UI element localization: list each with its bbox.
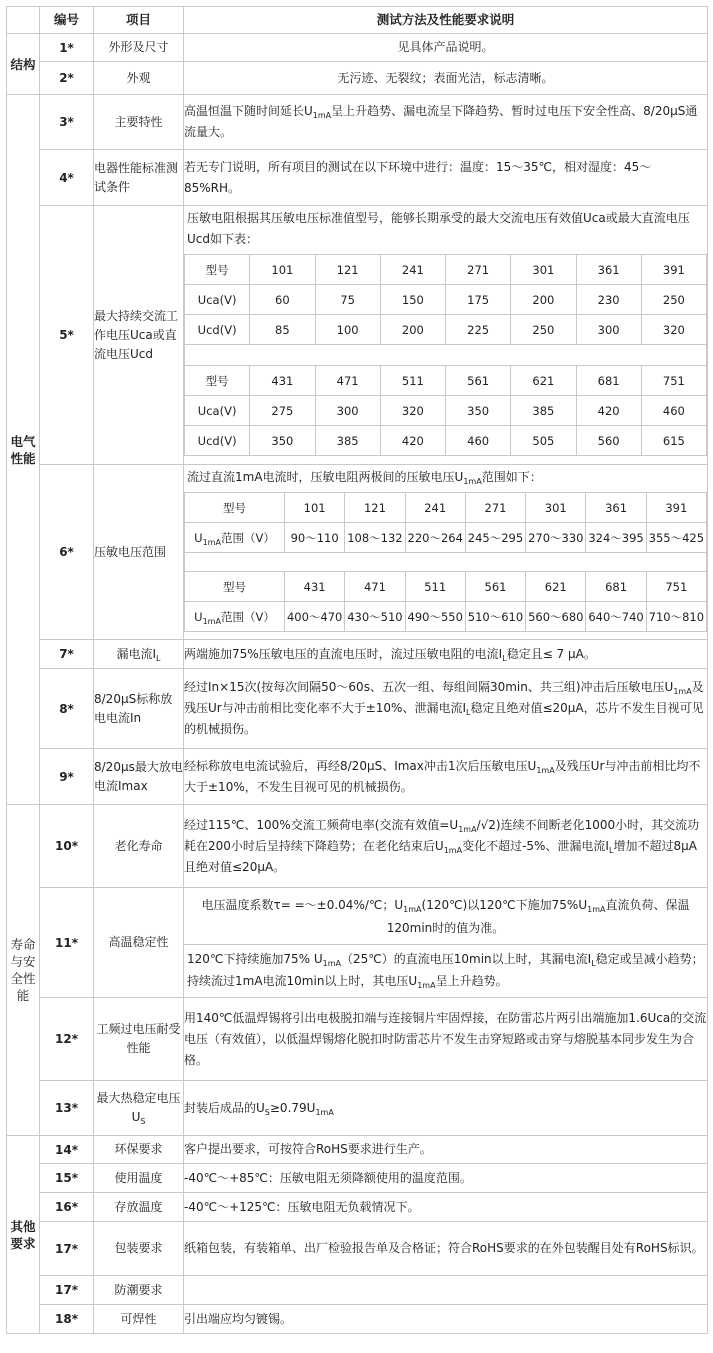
table-row (7, 669, 708, 749)
table-cell: 640～740 (586, 602, 646, 632)
table-cell: 230 (576, 285, 641, 315)
row-desc: 见具体产品说明。 (184, 34, 708, 62)
table-cell: 220～264 (405, 523, 465, 553)
table-row (7, 1164, 708, 1193)
table-cell: 615 (641, 426, 706, 456)
table-cell: 250 (641, 285, 706, 315)
table-cell: 490～550 (405, 602, 465, 632)
table-cell: 200 (380, 315, 445, 345)
table-cell: 621 (526, 572, 586, 602)
table-cell: 385 (315, 426, 380, 456)
table-cell: 270～330 (526, 523, 586, 553)
table-row (7, 1222, 708, 1276)
table-cell: 型号 (185, 255, 250, 285)
table-row (7, 62, 708, 95)
table-row (7, 1193, 708, 1222)
row-num: 18* (40, 1305, 94, 1334)
table-cell: 621 (511, 366, 576, 396)
row-num: 14* (40, 1136, 94, 1164)
row-num: 17* (40, 1222, 94, 1276)
row-item: 电器性能标准测试条件 (94, 150, 184, 206)
table-cell: 250 (511, 315, 576, 345)
table-cell: 561 (446, 366, 511, 396)
table-cell: Ucd(V) (185, 426, 250, 456)
table-cell: 431 (285, 572, 345, 602)
row-item: 环保要求 (94, 1136, 184, 1164)
row-item: 最大热稳定电压$U_S$ (94, 1081, 184, 1136)
range-table-b (184, 571, 707, 632)
table-row (7, 1305, 708, 1334)
table-cell: 101 (250, 255, 315, 285)
row-desc: 经标称放电电流试验后，再经8/20μS、Imax冲击1次后压敏电压$U_{1mA}$及残压Ur与冲击前相比均不大于±10%，不发生目视可见的机械损伤。 (184, 749, 708, 805)
table-cell: 108～132 (345, 523, 405, 553)
table-cell: 471 (315, 366, 380, 396)
row-num: 17* (40, 1276, 94, 1305)
table-row (7, 998, 708, 1081)
table-cell: 510～610 (465, 602, 525, 632)
table-cell: 460 (641, 396, 706, 426)
row-item: 外形及尺寸 (94, 34, 184, 62)
voltage-table-b (184, 365, 707, 456)
table-cell: 710～810 (646, 602, 706, 632)
table-cell: 320 (380, 396, 445, 426)
header-category (7, 7, 40, 34)
table-cell: 175 (446, 285, 511, 315)
row-num: 7* (40, 640, 94, 669)
table-cell: 324～395 (586, 523, 646, 553)
table-cell: 561 (465, 572, 525, 602)
row-desc-text: 压敏电阻根据其压敏电压标准值型号，能够长期承受的最大交流电压有效值Uca或最大直流电压Ucd如下表： (187, 211, 690, 246)
row-desc: 若无专门说明，所有项目的测试在以下环境中进行：温度：15～35℃，相对湿度：45～85%RH。 (184, 150, 708, 206)
row-desc (184, 206, 708, 465)
table-row (7, 1276, 708, 1305)
table-cell: Ucd(V) (185, 315, 250, 345)
category-life: 寿命与安全性能 (7, 805, 40, 1136)
table-cell: 361 (586, 493, 646, 523)
row-item: 包装要求 (94, 1222, 184, 1276)
header-row (7, 7, 708, 34)
table-cell: 751 (646, 572, 706, 602)
table-cell: 751 (641, 366, 706, 396)
table-cell: 301 (526, 493, 586, 523)
row-desc: 用140℃低温焊锡将引出电极脱扣端与连接铜片牢固焊接，在防雷芯片两引出端施加1.6Uca的交流电压（有效值），以低温焊锡熔化脱扣时防雷芯片不发生击穿短路或击穿与熔脱基本同步发生为合格。 (184, 998, 708, 1081)
table-row (7, 1136, 708, 1164)
table-row (7, 150, 708, 206)
table-cell: 391 (641, 255, 706, 285)
table-cell: 350 (250, 426, 315, 456)
row-desc: -40℃～+85℃：压敏电阻无须降额使用的温度范围。 (184, 1164, 708, 1193)
row-item: 防潮要求 (94, 1276, 184, 1305)
table-cell: 型号 (185, 572, 285, 602)
row-num: 3* (40, 95, 94, 150)
table-cell: 511 (405, 572, 465, 602)
row-num: 4* (40, 150, 94, 206)
table-cell: 460 (446, 426, 511, 456)
table-gap (184, 553, 707, 571)
row-item: 最大持续交流工作电压Uca或直流电压Ucd (94, 206, 184, 465)
table-cell: 200 (511, 285, 576, 315)
table-row (7, 95, 708, 150)
category-structure: 结构 (7, 34, 40, 95)
table-cell: 430～510 (345, 602, 405, 632)
table-cell: 150 (380, 285, 445, 315)
row-desc: 客户提出要求，可按符合RoHS要求进行生产。 (184, 1136, 708, 1164)
row-desc: 高温恒温下随时间延长$U_{1mA}$呈上升趋势、漏电流呈下降趋势、暂时过电压下安全性高、8/20μS通流量大。 (184, 95, 708, 150)
table-cell: 300 (576, 315, 641, 345)
row-desc: 经过115℃、100%交流工频荷电率(交流有效值$=U_{1mA}/√2$)连续不间断老化1000小时，其交流功耗在200小时后呈持续下降趋势；在老化结束后$U_{1mA}$变化不超过-5%、泄漏电流$I_L$增加不超过8μA且绝对值≤20μA。 (184, 805, 708, 888)
row-item: 漏电流$I_L$ (94, 640, 184, 669)
table-cell: 560 (576, 426, 641, 456)
table-cell: 681 (576, 366, 641, 396)
row-desc (184, 1276, 708, 1305)
row-item: 存放温度 (94, 1193, 184, 1222)
table-cell: 225 (446, 315, 511, 345)
table-cell: 121 (345, 493, 405, 523)
row-item: 8/20μs最大放电电流Imax (94, 749, 184, 805)
voltage-table-a (184, 254, 707, 345)
table-row (7, 749, 708, 805)
row-num: 9* (40, 749, 94, 805)
table-cell: $U_{1mA}$范围（V） (185, 523, 285, 553)
table-cell: 355～425 (646, 523, 706, 553)
row-desc: 封装后成品的$U_S\ge 0.79U_{1mA}$ (184, 1081, 708, 1136)
row-num: 11* (40, 888, 94, 998)
table-cell: Uca(V) (185, 285, 250, 315)
table-cell: 60 (250, 285, 315, 315)
table-cell: 85 (250, 315, 315, 345)
table-cell: 90～110 (285, 523, 345, 553)
row-desc (184, 465, 708, 640)
header-desc: 测试方法及性能要求说明 (184, 7, 708, 34)
table-row (7, 888, 708, 998)
table-cell: 471 (345, 572, 405, 602)
row-num: 13* (40, 1081, 94, 1136)
row-desc-part2: 120℃下持续施加75% $U_{1mA}(25℃)$的直流电压10min以上时，其漏电流$I_L$稳定或呈减小趋势；持续流过1mA电流10min以上时，其电压$U_{1mA}$呈上升趋势。 (187, 951, 704, 990)
row-item: 可焊性 (94, 1305, 184, 1334)
table-cell: 271 (446, 255, 511, 285)
table-cell: 681 (586, 572, 646, 602)
spec-table (6, 6, 708, 1334)
table-cell: 560～680 (526, 602, 586, 632)
table-cell: 350 (446, 396, 511, 426)
table-cell: 型号 (185, 493, 285, 523)
table-cell: 100 (315, 315, 380, 345)
category-electrical: 电气性能 (7, 95, 40, 805)
table-row (7, 34, 708, 62)
row-item: 工频过电压耐受性能 (94, 998, 184, 1081)
row-desc: 两端施加75%压敏电压的直流电压时，流过压敏电阻的电流$I_L$稳定且≤ 7 μA。 (184, 640, 708, 669)
table-cell: 271 (465, 493, 525, 523)
row-num: 1* (40, 34, 94, 62)
row-num: 6* (40, 465, 94, 640)
table-cell: 275 (250, 396, 315, 426)
row-item: 8/20μS标称放电电流In (94, 669, 184, 749)
table-cell: 型号 (185, 366, 250, 396)
table-row (7, 206, 708, 465)
table-row (7, 805, 708, 888)
row-num: 12* (40, 998, 94, 1081)
table-gap (184, 345, 707, 365)
range-table-a (184, 492, 707, 553)
row-desc: -40℃～+125℃：压敏电阻无负载情况下。 (184, 1193, 708, 1222)
table-cell: 361 (576, 255, 641, 285)
table-cell: 505 (511, 426, 576, 456)
table-cell: 75 (315, 285, 380, 315)
table-cell: 121 (315, 255, 380, 285)
row-num: 16* (40, 1193, 94, 1222)
table-cell: 300 (315, 396, 380, 426)
header-num: 编号 (40, 7, 94, 34)
row-desc: 纸箱包装，有装箱单、出厂检验报告单及合格证；符合RoHS要求的在外包装醒目处有RoHS标识。 (184, 1222, 708, 1276)
row-item: 压敏电压范围 (94, 465, 184, 640)
table-cell: $U_{1mA}$范围（V） (185, 602, 285, 632)
table-row (7, 1081, 708, 1136)
row-item: 使用温度 (94, 1164, 184, 1193)
table-cell: 245～295 (465, 523, 525, 553)
row-desc: 无污迹、无裂纹；表面光洁，标志清晰。 (184, 62, 708, 95)
row-desc (184, 888, 708, 998)
row-item: 高温稳定性 (94, 888, 184, 998)
row-item: 外观 (94, 62, 184, 95)
table-cell: 301 (511, 255, 576, 285)
row-num: 10* (40, 805, 94, 888)
table-cell: 420 (380, 426, 445, 456)
row-num: 8* (40, 669, 94, 749)
table-cell: 400～470 (285, 602, 345, 632)
table-cell: 320 (641, 315, 706, 345)
table-cell: 101 (285, 493, 345, 523)
row-desc-text: 流过直流1mA电流时，压敏电阻两极间的压敏电压$U_{1mA}$范围如下： (187, 470, 542, 486)
table-cell: 391 (646, 493, 706, 523)
table-row (7, 465, 708, 640)
table-cell: 241 (380, 255, 445, 285)
table-cell: 385 (511, 396, 576, 426)
row-item: 老化寿命 (94, 805, 184, 888)
row-num: 5* (40, 206, 94, 465)
row-desc: 经过In×15次(按每次间隔50～60s、五次一组、每组间隔30min、共三组)冲击后压敏电压$U_{1mA}$及残压Ur与冲击前相比变化率不大于±10%、泄漏电流$I_L$稳定且绝对值≤20μA，芯片不发生目视可见的机械损伤。 (184, 669, 708, 749)
table-cell: 420 (576, 396, 641, 426)
table-cell: 431 (250, 366, 315, 396)
row-desc-part1: 电压温度系数τ= =～±0.04%/℃；$U_{1mA}(120℃)$以120℃下施加$75\%U_{1mA}$直流负荷、保温120min时的值为准。 (184, 891, 707, 945)
row-desc: 引出端应均匀镀锡。 (184, 1305, 708, 1334)
table-cell: Uca(V) (185, 396, 250, 426)
table-cell: 241 (405, 493, 465, 523)
table-cell: 511 (380, 366, 445, 396)
table-row (7, 640, 708, 669)
row-item: 主要特性 (94, 95, 184, 150)
category-other: 其他要求 (7, 1136, 40, 1334)
row-num: 15* (40, 1164, 94, 1193)
header-item: 项目 (94, 7, 184, 34)
row-num: 2* (40, 62, 94, 95)
